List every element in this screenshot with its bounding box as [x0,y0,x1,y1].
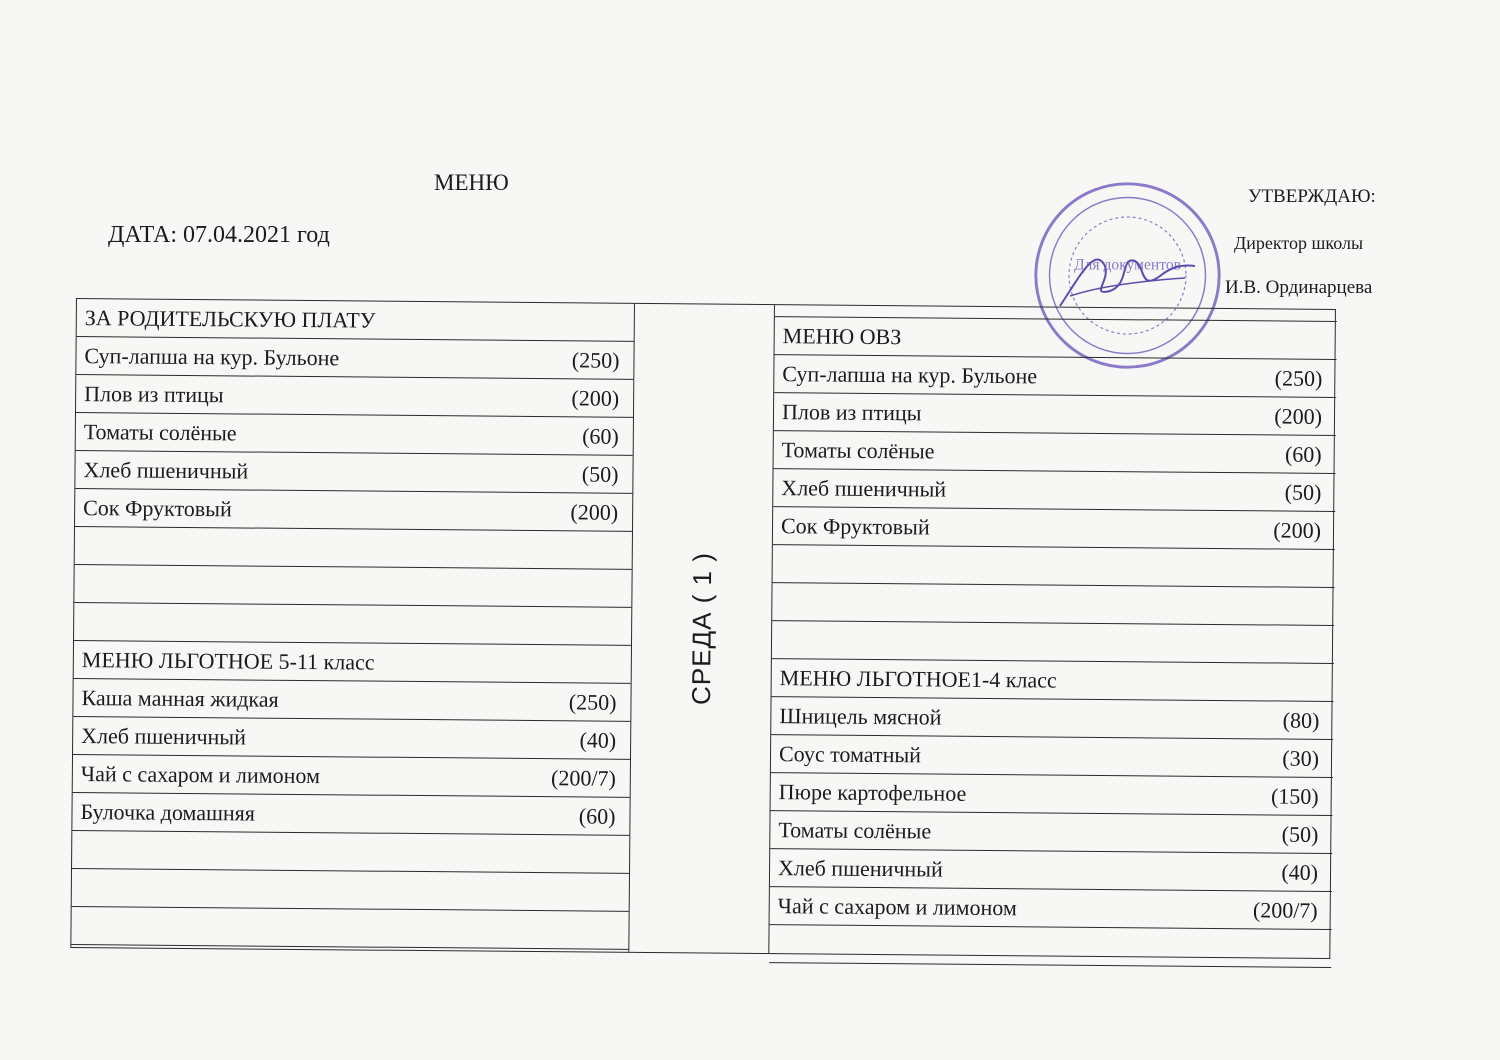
empty-row [72,831,629,874]
day-label: СРЕДА ( 1 ) [685,551,717,706]
menu-item: Чай с сахаром и лимоном (200/7) [73,755,630,798]
empty-row [773,545,1335,588]
empty-row [772,621,1334,664]
menu-item: Хлеб пшеничный (40) [73,717,630,760]
empty-row [71,907,628,950]
empty-row [75,527,632,570]
section-title: ЗА РОДИТЕЛЬСКУЮ ПЛАТУ [77,299,634,342]
empty-row [72,869,629,912]
director-signature [1050,236,1200,316]
page-title: МЕНЮ [434,170,509,195]
empty-row [769,925,1331,968]
director-title: Директор школы [1234,233,1364,253]
menu-item: Шницель мясной (80) [771,697,1333,740]
approval-label: УТВЕРЖДАЮ: [1248,186,1376,207]
section-title: МЕНЮ ОВЗ [775,317,1337,360]
empty-row [74,565,631,608]
menu-item: Томаты солёные (60) [774,431,1336,474]
section-title: МЕНЮ ЛЬГОТНОЕ1-4 класс [772,659,1334,702]
menu-item: Томаты солёные (50) [770,811,1332,854]
empty-row [74,603,631,646]
menu-table [70,298,1336,959]
empty-row [772,583,1334,626]
menu-item: Суп-лапша на кур. Бульоне (250) [76,337,633,380]
menu-item: Сок Фруктовый (200) [75,489,632,532]
menu-date: ДАТА: 07.04.2021 год [108,222,330,248]
menu-item: Пюре картофельное (150) [771,773,1333,816]
menu-item: Каша манная жидкая (250) [73,679,630,722]
right-menu-column [769,305,1337,958]
svg-text:Для документов: Для документов [1073,256,1182,274]
menu-item: Хлеб пшеничный (50) [773,469,1335,512]
menu-item: Чай с сахаром и лимоном (200/7) [770,887,1332,930]
day-column [629,304,775,953]
menu-item: Хлеб пшеничный (50) [75,451,632,494]
menu-item: Томаты солёные (60) [76,413,633,456]
section-title: МЕНЮ ЛЬГОТНОЕ 5-11 класс [74,641,631,684]
menu-item: Соус томатный (30) [771,735,1333,778]
menu-item: Хлеб пшеничный (40) [770,849,1332,892]
left-menu-column [71,299,635,952]
menu-item: Булочка домашняя (60) [72,793,629,836]
director-name: И.В. Ординарцева [1225,277,1373,298]
menu-item: Плов из птицы (200) [76,375,633,418]
menu-item: Суп-лапша на кур. Бульоне (250) [774,355,1336,398]
menu-item: Сок Фруктовый (200) [773,507,1335,550]
menu-item: Плов из птицы (200) [774,393,1336,436]
